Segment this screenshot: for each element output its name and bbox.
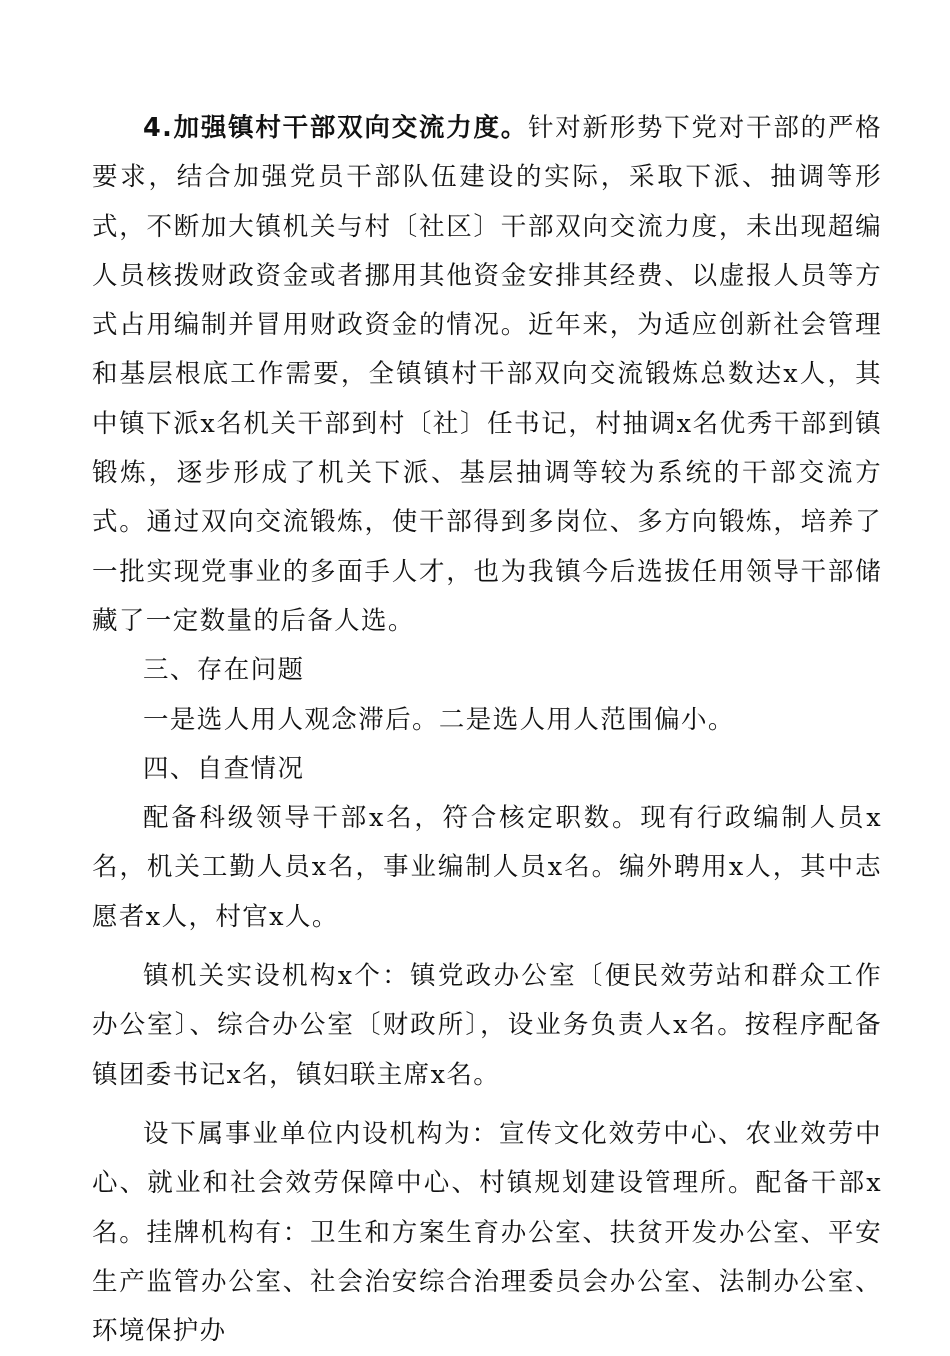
section4-paragraph-2: 镇机关实设机构x个：镇党政办公室〔便民效劳站和群众工作办公室〕、综合办公室〔财政所〕，设业务负责人x名。按程序配备镇团委书记x名，镇妇联主席x名。 xyxy=(92,961,882,1090)
section4-heading: 四、自查情况 xyxy=(143,753,305,784)
item4-lead: 4.加强镇村干部双向交流力度。 xyxy=(143,113,528,143)
item4-body: 针对新形势下党对干部的严格要求，结合加强党员干部队伍建设的实际，采取下派、抽调等形式，不断加大镇机关与村〔社区〕干部双向交流力度，未出现超编人员核拨财政资金或者挪用其他资金安排其经费、以虚报人员等方式占用编制并冒用财政资金的情况。近年来，为适应创新社会管理和基层根底工作需要，全镇镇村干部双向交流锻炼总数达x人，其中镇下派x名机关干部到村〔社〕任书记，村抽调x名优秀干部到镇锻炼，逐步形成了机关下派、基层抽调等较为系统的干部交流方式。通过双向交流锻炼，使干部得到多岗位、多方向锻炼，培养了一批实现党事业的多面手人才，也为我镇今后选拔任用领导干部储藏了一定数量的后备人选。 xyxy=(92,113,883,636)
section3-heading: 三、存在问题 xyxy=(143,655,305,686)
section3-body: 一是选人用人观念滞后。二是选人用人范围偏小。 xyxy=(143,704,735,735)
document-page xyxy=(92,104,882,1356)
section4-paragraph-3: 设下属事业单位内设机构为：宣传文化效劳中心、农业效劳中心、就业和社会效劳保障中心、村镇规划建设管理所。配备干部x名。挂牌机构有：卫生和方案生育办公室、扶贫开发办公室、平安生产监管办公室、社会治安综合治理委员会办公室、法制办公室、环境保护办 xyxy=(92,1118,882,1347)
section4-paragraph-1: 配备科级领导干部x名，符合核定职数。现有行政编制人员x名，机关工勤人员x名，事业编制人员x名。编外聘用x人，其中志愿者x人，村官x人。 xyxy=(92,803,882,932)
paragraph-item4 xyxy=(92,104,882,646)
